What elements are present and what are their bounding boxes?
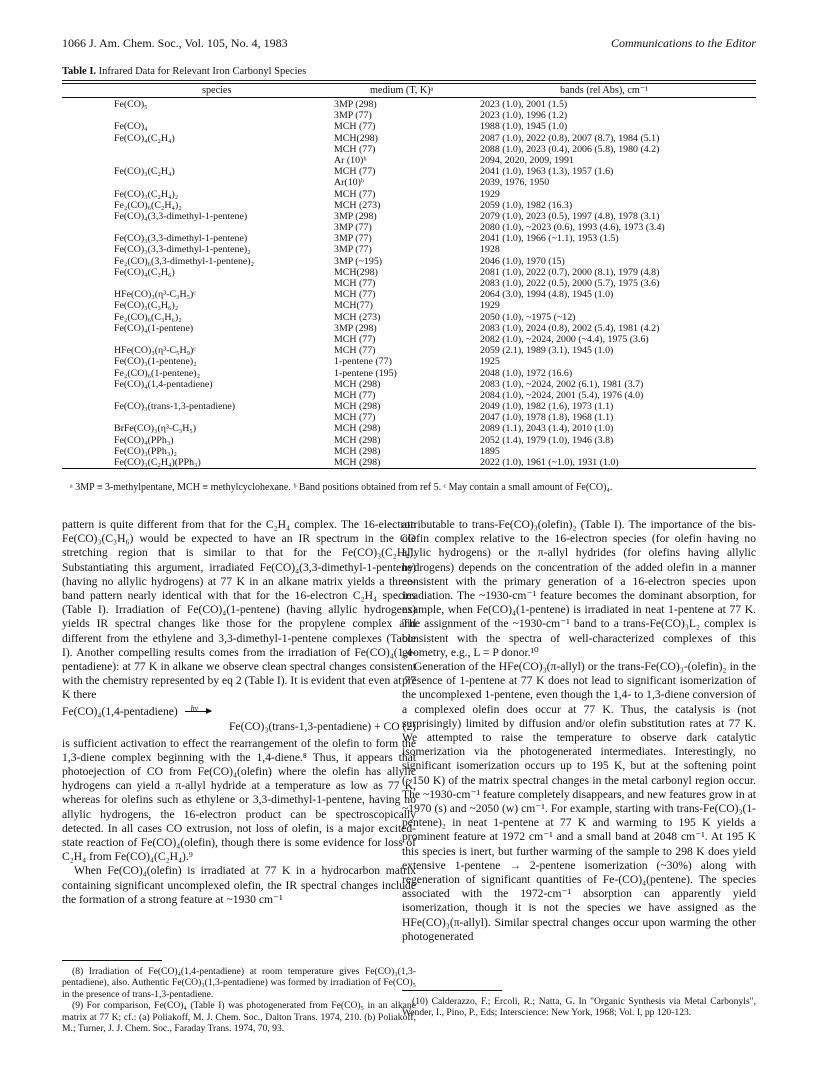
- cell-species: HFe(CO)₃(η³-C₃H₅)ᶜ: [114, 289, 196, 301]
- header-bands: bands (rel Abs), cm⁻¹: [560, 85, 649, 96]
- cell-species: Fe(CO)₄(1,4-pentadiene): [114, 378, 213, 390]
- cell-species: Fe(CO)₃(C₃H₆)₂: [114, 300, 179, 312]
- running-head-right: Communications to the Editor: [611, 36, 756, 50]
- table-row: [62, 312, 756, 323]
- table-header-row: [62, 84, 756, 97]
- cell-bands: 2023 (1.0), 1996 (1.2): [480, 110, 568, 122]
- cell-bands: 1988 (1.0), 1945 (1.0): [480, 121, 568, 133]
- cell-bands: 2083 (1.0), 2022 (0.5), 2000 (5.7), 1975 (3.6): [480, 278, 660, 289]
- cell-species: Fe(CO)₃(C₂H₄)(PPh₃): [114, 457, 201, 468]
- footnote-10: (10) Calderazzo, F.; Ercoli, R.; Natta, G. In "Organic Synthesis via Metal Carbonyls", Wender, I., Pino, P., Eds; Interscience: New York, 1968; Vol. I, pp 120-123.: [402, 996, 756, 1019]
- table-row: [62, 110, 756, 121]
- table-row: [62, 133, 756, 144]
- table-row: [62, 345, 756, 356]
- cell-medium: MCH(298): [334, 132, 378, 144]
- cell-medium: MCH (298): [334, 378, 381, 390]
- table-row: [62, 412, 756, 423]
- table-row: [62, 200, 756, 211]
- table-bottom-rule: [62, 468, 756, 469]
- table-row: [62, 300, 756, 311]
- cell-bands: 2080 (1.0), ~2023 (0.6), 1993 (4.6), 1973 (3.4): [480, 222, 665, 234]
- table-row: [62, 334, 756, 345]
- table-row: [62, 368, 756, 379]
- cell-species: Fe₂(CO)₆(C₃H₆)₂: [114, 311, 182, 323]
- cell-bands: 2041 (1.0), 1963 (1.3), 1957 (1.6): [480, 166, 614, 178]
- cell-medium: MCH (77): [334, 143, 376, 155]
- left-paragraph-1: pattern is quite different from that for the C₂H₄ complex. The 16-electron Fe(CO)₃(C₃H₆) would be expected to have an IR spectrum in the CO stretching region that is similar to that for the Fe(CO)₃(C₂H₄). Substantiating this argument, irradiated Fe(CO)₄(3,3-dimethyl-1-pentene) (having no allylic hydrogens) at 77 K in an alkane matrix yields a three-band pattern nearly identical with that for the 16-electron C₂H₄ species (Table I). Irradiation of Fe(CO)₄(1-pentene) (having allylic hydrogens) yields IR spectral changes like those for the propylene complex and different from the ethylene and 3,3-dimethyl-1-pentene complexes (Table I). Another compelling results comes from the irradiation of Fe(CO)₄(1,4-pentadiene): at 77 K in alkane we observe clean spectral changes consistent with the chemistry represented by eq 2 (Table I). It is evident that even at 77 K there: [62, 518, 416, 702]
- right-paragraph-2: Generation of the HFe(CO)₃(π-allyl) or the trans-Fe(CO)₃-(olefin)₂ in the presence of 1-pentene at 77 K does not lead to significant isomerization of the uncomplexed 1-pentene, even though the 1,4- to 1,3-diene conversion of a complexed olefin does occur at 77 K. Thus, the catalysis is (not surprisingly) limited by diffusion and/or olefin substitution rates at 77 K. We attempted to raise the temperature to observe dark catalytic isomerization via the photogenerated intermediates. Interestingly, no significant isomerization occurs up to 195 K, but at the softening point (~150 K) of the matrix spectral changes in the metal carbonyl region occur. The ~1930-cm⁻¹ feature completely disappears, and new features grow in at ~1970 (s) and ~2050 (w) cm⁻¹. For example, starting with trans-Fe(CO)₃(1-pentene)₂ in neat 1-pentene at 77 K and warming to 195 K yields a prominent feature at 1972 cm⁻¹ and a small band at 2048 cm⁻¹. At 195 K this species is inert, but further warming of the sample to 298 K does yield extensive 1-pentene → 2-pentene isomerization (~30%) along with regeneration of significant quantities of Fe-(CO)₄(pentene). The species associated with the 1972-cm⁻¹ absorption can apparently yield isomerization, though it is not the species we have assigned as the HFe(CO)₃(π-allyl). Similar spectral changes occur upon warming the other photogenerated: [402, 660, 756, 943]
- cell-species: Fe(CO)₃(3,3-dimethyl-1-pentene): [114, 233, 248, 245]
- table-label: Table I.: [62, 66, 97, 77]
- table-row: [62, 289, 756, 300]
- table-body: [62, 98, 756, 468]
- header-medium: medium (T, K)ᵃ: [370, 85, 434, 96]
- cell-medium: MCH (77): [334, 345, 376, 357]
- cell-medium: Ar(10)ᵇ: [334, 177, 364, 189]
- cell-bands: 2084 (1.0), ~2024, 2001 (5.4), 1976 (4.0): [480, 389, 644, 401]
- table-row: [62, 233, 756, 244]
- right-footnote-rule: [402, 990, 502, 991]
- table-footnote: ᵃ 3MP ≡ 3-methylpentane, MCH ≡ methylcyclohexane. ᵇ Band positions obtained from ref 5. ᶜ May contain a small amount of Fe(CO)₄.: [70, 482, 613, 493]
- cell-medium: MCH(77): [334, 300, 373, 312]
- cell-medium: MCH (298): [334, 423, 381, 435]
- table-row: [62, 323, 756, 334]
- cell-medium: MCH (298): [334, 445, 381, 457]
- cell-bands: 2059 (2.1), 1989 (3.1), 1945 (1.0): [480, 345, 614, 357]
- cell-bands: 1928: [480, 244, 500, 256]
- cell-medium: MCH (77): [334, 389, 376, 401]
- cell-bands: 2047 (1.0), 1978 (1.8), 1968 (1.1): [480, 412, 614, 424]
- left-paragraph-3: When Fe(CO)₄(olefin) is irradiated at 77 K in a hydrocarbon matrix containing significant uncomplexed olefin, the IR spectral changes include the formation of a strong feature at ~1930 cm⁻¹: [62, 864, 416, 906]
- cell-species: Fe(CO)₃(1-pentene)₂: [114, 356, 197, 368]
- cell-bands: 2039, 1976, 1950: [480, 177, 550, 189]
- table-row: [62, 435, 756, 446]
- cell-species: Fe(CO)₄(PPh₃): [114, 434, 174, 446]
- running-head-left: 1066 J. Am. Chem. Soc., Vol. 105, No. 4, 1983: [62, 36, 288, 50]
- table-row: [62, 256, 756, 267]
- cell-species: Fe(CO)₃(3,3-dimethyl-1-pentene)₂: [114, 244, 251, 256]
- cell-species: Fe(CO)₄(C₂H₄): [114, 132, 175, 144]
- footnote-9: (9) For comparison, Fe(CO)₄ (Table I) was photogenerated from Fe(CO)₅ in an alkane matrix at 77 K; cf.: (a) Poliakoff, M. J. Chem. Soc., Dalton Trans. 1974, 210. (b) Poliakoff, M.; Turner, J. J. Chem. Soc., Faraday Trans. 1974, 70, 93.: [62, 1000, 416, 1035]
- cell-bands: 1929: [480, 300, 500, 312]
- cell-bands: 2081 (1.0), 2022 (0.7), 2000 (8.1), 1979 (4.8): [480, 266, 660, 278]
- cell-medium: 1-pentene (77): [334, 356, 392, 368]
- cell-medium: MCH (273): [334, 199, 381, 211]
- cell-bands: 2087 (1.0), 2022 (0.8), 2007 (8.7), 1984 (5.1): [480, 132, 660, 144]
- cell-species: Fe₂(CO)₆(C₂H₄)₂: [114, 199, 182, 211]
- cell-bands: 2048 (1.0), 1972 (16.6): [480, 367, 573, 379]
- cell-bands: 2046 (1.0), 1970 (15): [480, 255, 565, 267]
- cell-medium: MCH (273): [334, 311, 381, 323]
- cell-bands: 2049 (1.0), 1982 (1.6), 1973 (1.1): [480, 401, 614, 413]
- cell-medium: MCH (77): [334, 188, 376, 200]
- table-row: [62, 244, 756, 255]
- right-column: [402, 518, 756, 944]
- cell-bands: 1895: [480, 445, 500, 457]
- table-row: [62, 144, 756, 155]
- cell-medium: 3MP (77): [334, 110, 372, 122]
- cell-bands: 2083 (1.0), ~2024, 2002 (6.1), 1981 (3.7): [480, 378, 644, 390]
- cell-bands: 2083 (1.0), 2024 (0.8), 2002 (5.4), 1981 (4.2): [480, 322, 660, 334]
- header-species: species: [202, 85, 232, 96]
- cell-medium: Ar (10)ᵇ: [334, 154, 367, 166]
- table-row: [62, 155, 756, 166]
- cell-bands: 1925: [480, 356, 500, 368]
- cell-bands: 2082 (1.0), ~2024, 2000 (~4.4), 1975 (3.6): [480, 333, 649, 345]
- cell-bands: 2079 (1.0), 2023 (0.5), 1997 (4.8), 1978 (3.1): [480, 210, 660, 222]
- cell-medium: MCH (77): [334, 289, 376, 301]
- cell-medium: 3MP (~195): [334, 255, 383, 267]
- cell-medium: MCH (77): [334, 278, 376, 289]
- table-row: [62, 390, 756, 401]
- cell-medium: MCH (77): [334, 333, 376, 345]
- right-paragraph-1: attributable to trans-Fe(CO)₃(olefin)₂ (Table I). The importance of the bis-olefin complex relative to the 16-electron species (for olefin having no allylic hydrogens) or the π-allyl hydrides (for olefins having allylic hydrogens) depends on the concentration of the added olefin in a manner consistent with the primary generation of a 16-electron species upon irradiation. The ~1930-cm⁻¹ feature becomes the dominant absorption, for example, when Fe(CO)₄(1-pentene) is irradiated in neat 1-pentene at 77 K. The assignment of the ~1930-cm⁻¹ band to a trans-Fe(CO)₃L₂ complex is consistent with the spectra of well-characterized complexes of this geometry, e.g., L = P donor.¹⁰: [402, 518, 756, 659]
- reaction-arrow-icon: [185, 703, 211, 713]
- cell-medium: 3MP (298): [334, 210, 377, 222]
- cell-medium: MCH (77): [334, 121, 376, 133]
- hv-label: hν: [190, 703, 199, 713]
- cell-bands: 2050 (1.0), ~1975 (~12): [480, 311, 576, 323]
- cell-bands: 1929: [480, 188, 500, 200]
- table-row: [62, 457, 756, 468]
- left-column: [62, 518, 416, 907]
- cell-bands: 2052 (1.4), 1979 (1.0), 1946 (3.8): [480, 434, 614, 446]
- cell-medium: 1-pentene (195): [334, 367, 397, 379]
- cell-species: Fe(CO)₅: [114, 99, 148, 110]
- table-top-rule: [62, 80, 756, 81]
- cell-species: Fe(CO)₃(C₂H₄)₂: [114, 188, 179, 200]
- cell-bands: 2089 (1.1), 2043 (1.4), 2010 (1.0): [480, 423, 614, 435]
- cell-bands: 2094, 2020, 2009, 1991: [480, 154, 574, 166]
- cell-bands: 2023 (1.0), 2001 (1.5): [480, 99, 568, 110]
- table-row: [62, 356, 756, 367]
- cell-medium: 3MP (298): [334, 99, 377, 110]
- cell-species: Fe(CO)₃(PPh₃)₂: [114, 445, 177, 457]
- cell-bands: 2041 (1.0), 1966 (~1.1), 1953 (1.5): [480, 233, 619, 245]
- table-row: [62, 166, 756, 177]
- table-caption: [62, 66, 306, 77]
- cell-species: Fe(CO)₃(trans-1,3-pentadiene): [114, 401, 236, 413]
- cell-species: HFe(CO)₃(η³-C₅H₉)ᶜ: [114, 345, 196, 357]
- cell-species: BrFe(CO)₃(η³-C₃H₅): [114, 423, 197, 435]
- left-paragraph-2: is sufficient activation to effect the rearrangement of the olefin to form the 1,3-diene complex beginning with the 1,4-diene.⁸ Thus, it appears that photoejection of CO from Fe(CO)₄(olefin) where the olefin has allylic hydrogens can yield a π-allyl hydride at a temperature as low as 77 K, whereas for olefins such as ethylene or 3,3-dimethyl-1-pentene, having no allylic hydrogens, the 16-electron product can be spectroscopically detected. In all cases CO extrusion, not loss of olefin, is a major excited-state reaction of Fe(CO)₄(olefin), though there is some evidence for loss of C₂H₄ from Fe(CO)₄(C₂H₄).⁹: [62, 736, 416, 864]
- cell-bands: 2064 (3.0), 1994 (4.8), 1945 (1.0): [480, 289, 614, 301]
- cell-medium: MCH (298): [334, 457, 381, 468]
- footnote-8: (8) Irradiation of Fe(CO)₄(1,4-pentadiene) at room temperature gives Fe(CO)₃(1,3-pentadiene), also. Authentic Fe(CO)₃(1,3-pentadiene) was formed by irradiation of Fe(CO)₅ in the presence of trans-1,3-pentadiene.: [62, 966, 416, 1000]
- running-head: [62, 36, 756, 52]
- table-row: [62, 121, 756, 132]
- table-row: [62, 267, 756, 278]
- cell-medium: MCH (77): [334, 166, 376, 178]
- cell-species: Fe(CO)₃(C₂H₄): [114, 166, 175, 178]
- table-row: [62, 177, 756, 188]
- cell-medium: 3MP (77): [334, 244, 372, 256]
- left-footnotes: [62, 966, 416, 1034]
- cell-species: Fe(CO)₄(1-pentene): [114, 322, 194, 334]
- cell-species: Fe₂(CO)₆(1-pentene)₂: [114, 367, 201, 379]
- cell-species: Fe(CO)₄(3,3-dimethyl-1-pentene): [114, 210, 248, 222]
- equation-2: [62, 703, 416, 737]
- cell-medium: 3MP (298): [334, 322, 377, 334]
- cell-medium: MCH (298): [334, 401, 381, 413]
- cell-medium: MCH (77): [334, 412, 376, 424]
- equation-products: Fe(CO)₃(trans-1,3-pentadiene) + CO (2): [228, 719, 416, 733]
- cell-species: Fe(CO)₄: [114, 121, 148, 133]
- cell-species: Fe(CO)₄(C₃H₆): [114, 266, 175, 278]
- table-row: [62, 446, 756, 457]
- equation-reactant: Fe(CO)₄(1,4-pentadiene): [62, 704, 178, 718]
- table-row: [62, 99, 756, 110]
- table-row: [62, 222, 756, 233]
- cell-species: Fe₂(CO)₆(3,3-dimethyl-1-pentene)₂: [114, 255, 255, 267]
- ir-data-table: [62, 80, 756, 469]
- right-footnotes: [402, 996, 756, 1019]
- table-row: [62, 379, 756, 390]
- cell-medium: 3MP (77): [334, 233, 372, 245]
- table-row: [62, 423, 756, 434]
- table-row: [62, 211, 756, 222]
- cell-bands: 2022 (1.0), 1961 (~1.0), 1931 (1.0): [480, 457, 619, 468]
- table-row: [62, 278, 756, 289]
- cell-medium: MCH(298): [334, 266, 378, 278]
- cell-medium: MCH (298): [334, 434, 381, 446]
- table-row: [62, 401, 756, 412]
- left-footnote-rule: [62, 960, 162, 961]
- cell-bands: 2059 (1.0), 1982 (16.3): [480, 199, 573, 211]
- table-title: Infrared Data for Relevant Iron Carbonyl Species: [98, 66, 307, 77]
- table-row: [62, 189, 756, 200]
- cell-bands: 2088 (1.0), 2023 (0.4), 2006 (5.8), 1980 (4.2): [480, 143, 660, 155]
- cell-medium: 3MP (77): [334, 222, 372, 234]
